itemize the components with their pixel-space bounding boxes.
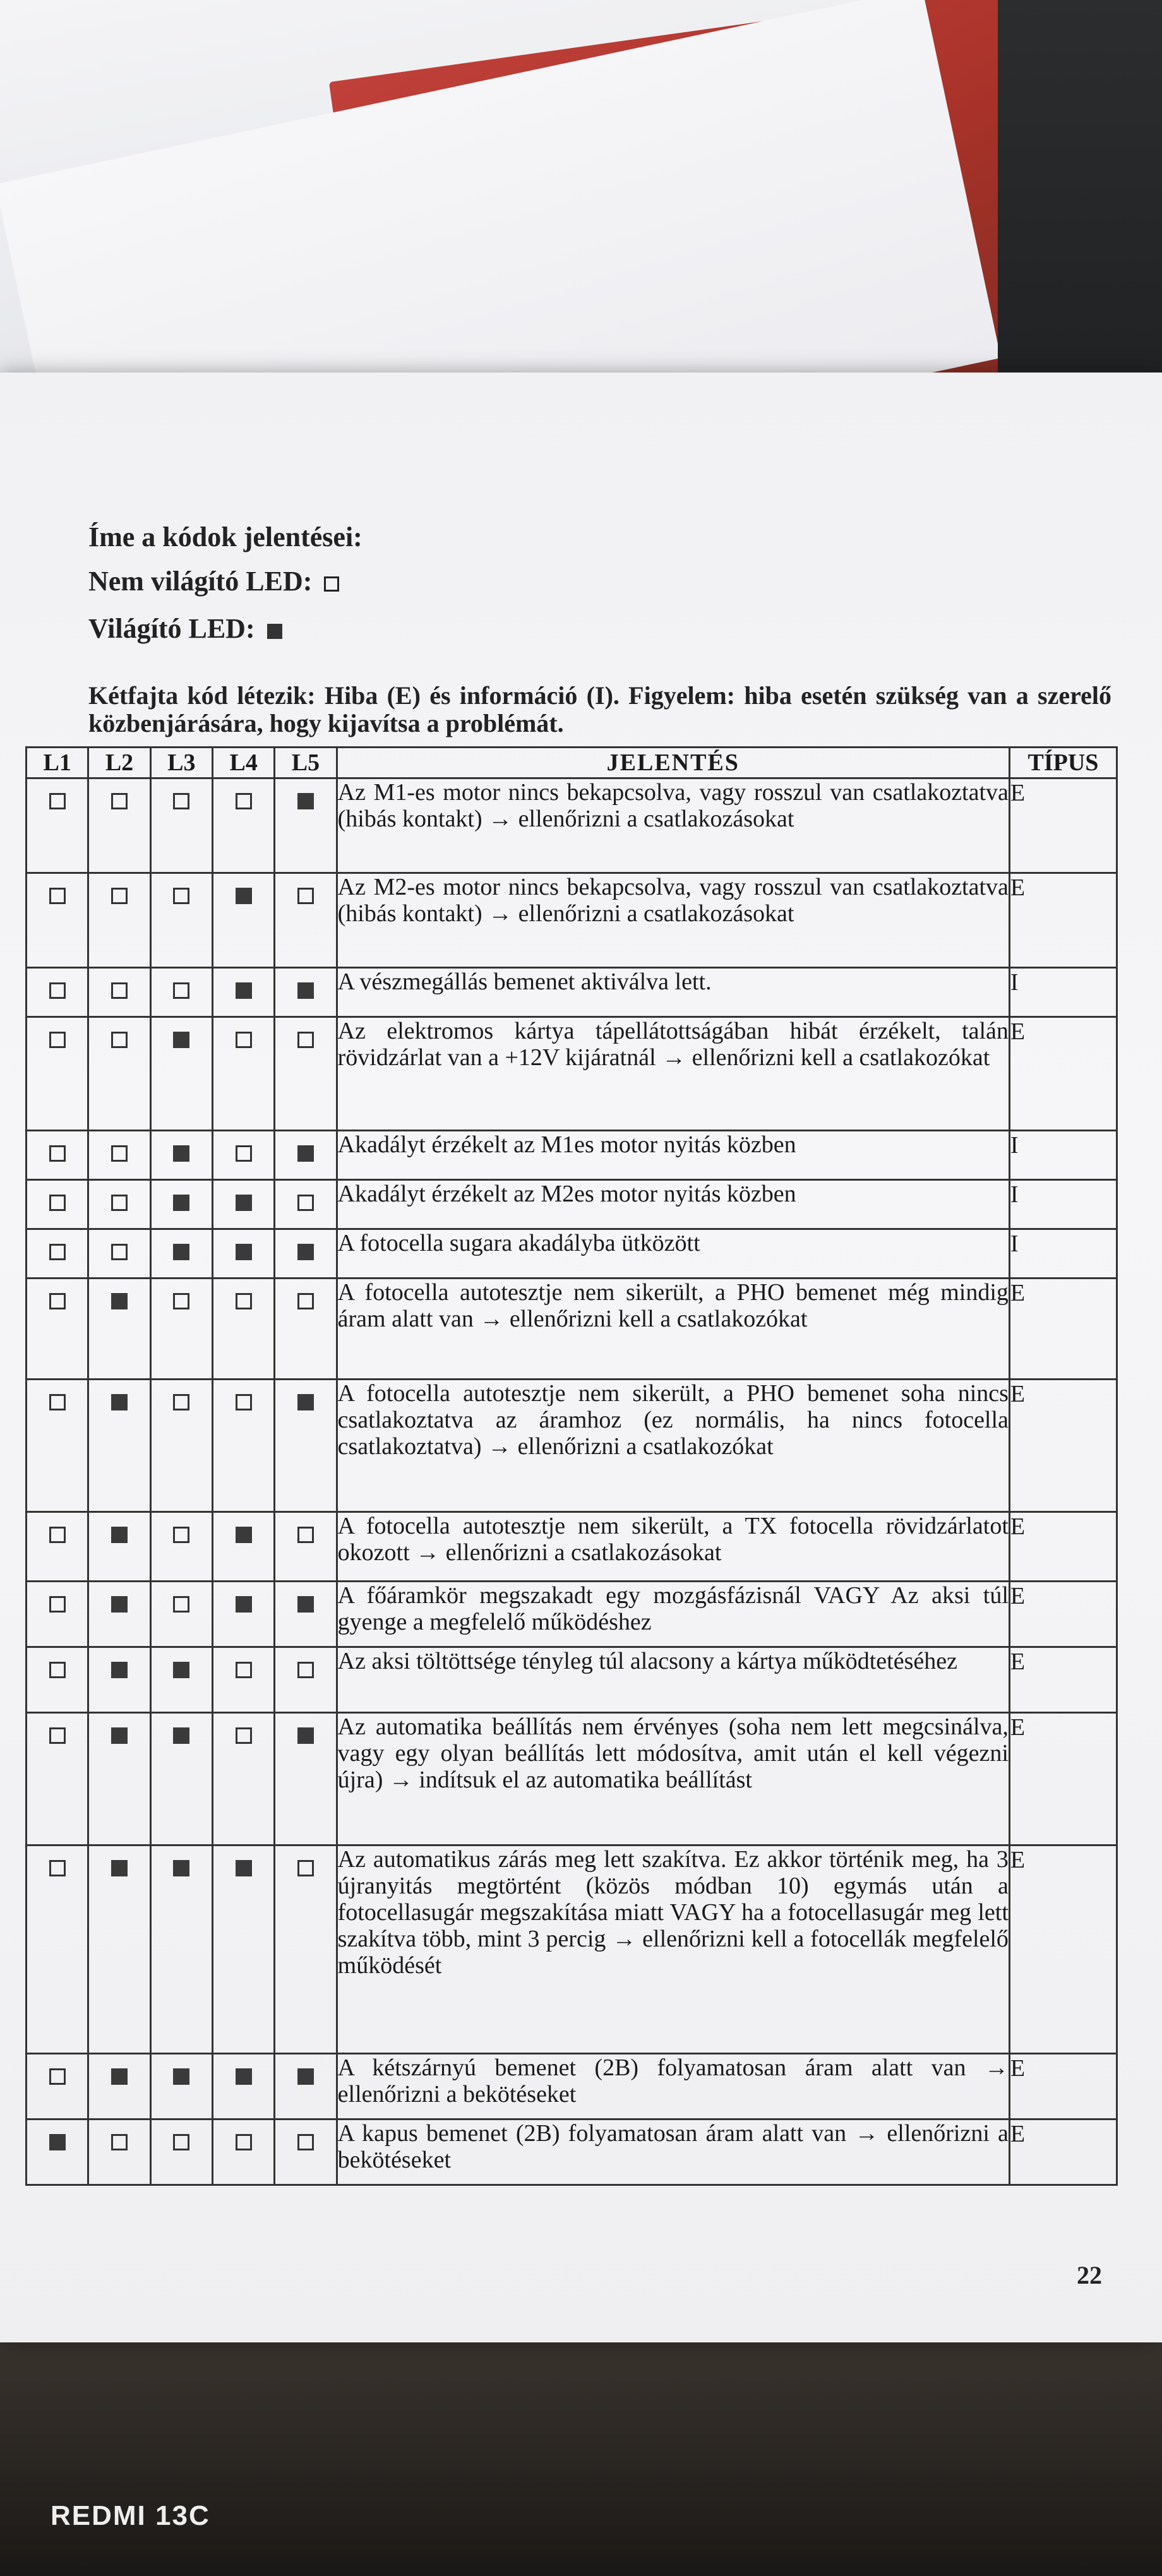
led-cell-l4 — [212, 1512, 274, 1582]
led-cell-l2 — [88, 1131, 150, 1180]
led-cell-l3 — [150, 1647, 212, 1713]
led-cell-l4 — [212, 968, 274, 1017]
led-cell-l1 — [27, 1846, 88, 2054]
background-floor — [0, 2336, 1162, 2576]
led-cell-l4 — [212, 1180, 274, 1229]
table-row — [27, 1131, 1117, 1180]
led-cell-l5 — [275, 2120, 337, 2185]
meaning-cell: A vészmegállás bemenet aktiválva lett. — [337, 968, 1009, 1017]
type-cell: E — [1009, 1512, 1117, 1582]
led-on-icon — [111, 1394, 128, 1410]
meaning-cell: Az elektromos kártya tápellátottságában hibát érzékelt, talán rövidzárlat van a +12V kijáratnál → ellenőrizni kell a csatlakozókat — [337, 1017, 1009, 1131]
led-on-icon — [297, 1596, 314, 1613]
led-cell-l2 — [88, 1647, 150, 1713]
led-off-icon — [173, 1394, 189, 1410]
led-cell-l3 — [150, 1017, 212, 1131]
led-cell-l2 — [88, 1017, 150, 1131]
led-off-icon — [297, 1860, 314, 1876]
header-l1: L1 — [27, 748, 88, 778]
meaning-cell: Az M2-es motor nincs bekapcsolva, vagy rosszul van csatlakoztatva (hibás kontakt) → ellenőrizni a csatlakozásokat — [337, 873, 1009, 968]
type-cell: E — [1009, 1647, 1117, 1713]
led-cell-l2 — [88, 2120, 150, 2185]
led-cell-l2 — [88, 778, 150, 873]
led-off-icon — [49, 888, 66, 904]
table-row — [27, 1512, 1117, 1582]
led-cell-l1 — [27, 2120, 88, 2185]
led-cell-l3 — [150, 873, 212, 968]
led-on-icon — [236, 1195, 252, 1211]
led-cell-l1 — [27, 1017, 88, 1131]
led-off-icon — [49, 1195, 66, 1211]
camera-watermark: REDMI 13C — [51, 2500, 210, 2531]
table-row — [27, 1279, 1117, 1380]
led-off-icon — [173, 1293, 189, 1309]
led-cell-l4 — [212, 2054, 274, 2120]
meaning-cell: Az M1-es motor nincs bekapcsolva, vagy rosszul van csatlakoztatva (hibás kontakt) → ellenőrizni a csatlakozásokat — [337, 778, 1009, 873]
led-off-icon — [173, 793, 189, 809]
meaning-cell: Akadályt érzékelt az M2es motor nyitás közben — [337, 1180, 1009, 1229]
led-cell-l3 — [150, 2054, 212, 2120]
led-cell-l5 — [275, 778, 337, 873]
type-cell: E — [1009, 873, 1117, 968]
led-off-icon — [297, 1527, 314, 1543]
led-on-icon — [297, 2068, 314, 2085]
led-on-icon — [267, 624, 282, 639]
type-cell: I — [1009, 1229, 1117, 1279]
led-off-icon — [297, 1032, 314, 1048]
led-off-legend-label: Nem világító LED: — [88, 566, 313, 597]
led-off-icon — [49, 1860, 66, 1876]
led-cell-l1 — [27, 1582, 88, 1647]
led-cell-l4 — [212, 1713, 274, 1846]
led-cell-l5 — [275, 1582, 337, 1647]
led-cell-l5 — [275, 2054, 337, 2120]
led-cell-l1 — [27, 1380, 88, 1512]
led-off-icon — [236, 1727, 252, 1744]
led-cell-l5 — [275, 1017, 337, 1131]
led-cell-l2 — [88, 2054, 150, 2120]
led-off-icon — [236, 1032, 252, 1048]
led-cell-l1 — [27, 968, 88, 1017]
page-number: 22 — [1077, 2261, 1102, 2289]
led-cell-l5 — [275, 1647, 337, 1713]
led-cell-l5 — [275, 873, 337, 968]
led-on-icon — [297, 1244, 314, 1260]
table-body — [27, 778, 1117, 2185]
meaning-cell: Az automatika beállítás nem érvényes (soha nem lett megcsinálva, vagy egy olyan beállítás lett módosítva, amit után el kell végezni újra) → indítsuk el az automatika beállítást — [337, 1713, 1009, 1846]
led-cell-l3 — [150, 1229, 212, 1279]
led-on-icon — [236, 982, 252, 999]
header-meaning: JELENTÉS — [337, 748, 1009, 778]
led-on-icon — [173, 1727, 189, 1744]
led-cell-l2 — [88, 1229, 150, 1279]
meaning-cell: A fotocella autotesztje nem sikerült, a TX fotocella rövidzárlatot okozott → ellenőrizni a csatlakozásokat — [337, 1512, 1009, 1582]
table-row — [27, 1229, 1117, 1279]
led-cell-l2 — [88, 968, 150, 1017]
type-cell: E — [1009, 1713, 1117, 1846]
document-page — [0, 373, 1162, 2342]
led-on-legend-label: Világító LED: — [88, 613, 255, 644]
led-cell-l1 — [27, 1713, 88, 1846]
type-cell: I — [1009, 968, 1117, 1017]
led-on-icon — [111, 1727, 128, 1744]
led-off-legend — [88, 565, 339, 597]
led-cell-l4 — [212, 1017, 274, 1131]
led-on-icon — [173, 1032, 189, 1048]
led-off-icon — [236, 1662, 252, 1678]
meaning-cell: A kapus bemenet (2B) folyamatosan áram alatt van → ellenőrizni a bekötéseket — [337, 2120, 1009, 2185]
table-row — [27, 1380, 1117, 1512]
type-cell: I — [1009, 1131, 1117, 1180]
led-on-icon — [111, 2068, 128, 2085]
led-on-icon — [173, 1662, 189, 1678]
led-on-icon — [236, 888, 252, 904]
table-row — [27, 778, 1117, 873]
led-cell-l3 — [150, 1131, 212, 1180]
led-on-icon — [236, 1527, 252, 1543]
header-type: TÍPUS — [1009, 748, 1117, 778]
led-off-icon — [236, 1293, 252, 1309]
led-cell-l4 — [212, 1846, 274, 2054]
led-off-icon — [49, 1293, 66, 1309]
led-cell-l1 — [27, 1180, 88, 1229]
led-cell-l3 — [150, 778, 212, 873]
led-cell-l4 — [212, 778, 274, 873]
intro-paragraph: Kétfajta kód létezik: Hiba (E) és információ (I). Figyelem: hiba esetén szükség van a szerelő közbenjárására, hogy kijavítsa a problémát. — [88, 681, 1111, 737]
type-cell: E — [1009, 1017, 1117, 1131]
meaning-cell: A fotocella autotesztje nem sikerült, a PHO bemenet még mindig áram alatt van → ellenőrizni kell a csatlakozókat — [337, 1279, 1009, 1380]
meaning-cell: A fotocella sugara akadályba ütközött — [337, 1229, 1009, 1279]
led-off-icon — [297, 2134, 314, 2150]
led-off-icon — [49, 1244, 66, 1260]
led-cell-l4 — [212, 1131, 274, 1180]
led-off-icon — [297, 888, 314, 904]
led-cell-l5 — [275, 1713, 337, 1846]
led-off-icon — [49, 1032, 66, 1048]
header-l3: L3 — [150, 748, 212, 778]
led-off-icon — [297, 1293, 314, 1309]
led-cell-l5 — [275, 1846, 337, 2054]
table-row — [27, 968, 1117, 1017]
led-off-icon — [297, 1195, 314, 1211]
led-on-icon — [297, 982, 314, 999]
type-cell: E — [1009, 1279, 1117, 1380]
led-off-icon — [324, 576, 339, 592]
type-cell: E — [1009, 2054, 1117, 2120]
table-row — [27, 1647, 1117, 1713]
led-off-icon — [49, 1662, 66, 1678]
led-on-icon — [236, 1244, 252, 1260]
led-cell-l3 — [150, 968, 212, 1017]
led-on-icon — [173, 1145, 189, 1162]
led-on-icon — [111, 1662, 128, 1678]
led-on-legend — [88, 612, 282, 645]
led-cell-l2 — [88, 1512, 150, 1582]
led-off-icon — [49, 1145, 66, 1162]
led-off-icon — [173, 2134, 189, 2150]
led-on-icon — [173, 1244, 189, 1260]
table-header-row — [27, 748, 1117, 778]
meaning-cell: A főáramkör megszakadt egy mozgásfázisnál VAGY Az aksi túl gyenge a megfelelő működéshez — [337, 1582, 1009, 1647]
led-on-icon — [111, 1860, 128, 1876]
led-off-icon — [173, 1527, 189, 1543]
led-off-icon — [49, 1596, 66, 1613]
led-off-icon — [49, 1727, 66, 1744]
table-row — [27, 1180, 1117, 1229]
led-cell-l4 — [212, 2120, 274, 2185]
table-row — [27, 2054, 1117, 2120]
meaning-cell: A fotocella autotesztje nem sikerült, a PHO bemenet soha nincs csatlakoztatva az áramhoz (ez normális, ha nincs fotocella csatlakoztatva) → ellenőrizni a csatlakozókat — [337, 1380, 1009, 1512]
led-on-icon — [173, 1860, 189, 1876]
led-cell-l2 — [88, 1380, 150, 1512]
led-cell-l3 — [150, 1512, 212, 1582]
table-row — [27, 1713, 1117, 1846]
led-off-icon — [111, 982, 128, 999]
led-cell-l5 — [275, 1180, 337, 1229]
table-row — [27, 1846, 1117, 2054]
led-cell-l4 — [212, 1647, 274, 1713]
led-off-icon — [49, 1394, 66, 1410]
table-row — [27, 1017, 1117, 1131]
type-cell: I — [1009, 1180, 1117, 1229]
led-cell-l2 — [88, 1713, 150, 1846]
led-on-icon — [111, 1527, 128, 1543]
led-off-icon — [49, 2068, 66, 2085]
type-cell: E — [1009, 1846, 1117, 2054]
led-cell-l2 — [88, 1582, 150, 1647]
led-on-icon — [173, 1195, 189, 1211]
type-cell: E — [1009, 778, 1117, 873]
led-on-icon — [297, 1727, 314, 1744]
led-on-icon — [173, 2068, 189, 2085]
led-on-icon — [111, 1596, 128, 1613]
led-cell-l1 — [27, 1512, 88, 1582]
intro-heading: Íme a kódok jelentései: — [88, 522, 362, 552]
led-cell-l3 — [150, 1279, 212, 1380]
table-row — [27, 1582, 1117, 1647]
led-cell-l3 — [150, 2120, 212, 2185]
led-off-icon — [173, 1596, 189, 1613]
type-cell: E — [1009, 1582, 1117, 1647]
led-off-icon — [236, 793, 252, 809]
led-cell-l2 — [88, 873, 150, 968]
led-cell-l1 — [27, 1131, 88, 1180]
led-off-icon — [111, 888, 128, 904]
led-off-icon — [236, 1394, 252, 1410]
type-cell: E — [1009, 2120, 1117, 2185]
led-cell-l4 — [212, 1582, 274, 1647]
led-on-icon — [236, 1596, 252, 1613]
led-on-icon — [111, 1293, 128, 1309]
led-off-icon — [173, 982, 189, 999]
led-cell-l3 — [150, 1180, 212, 1229]
header-l4: L4 — [212, 748, 274, 778]
led-off-icon — [297, 1662, 314, 1678]
led-cell-l5 — [275, 1279, 337, 1380]
led-off-icon — [49, 1527, 66, 1543]
led-off-icon — [173, 888, 189, 904]
meaning-cell: A kétszárnyú bemenet (2B) folyamatosan áram alatt van → ellenőrizni a bekötéseket — [337, 2054, 1009, 2120]
led-cell-l5 — [275, 1512, 337, 1582]
led-cell-l3 — [150, 1380, 212, 1512]
led-on-icon — [297, 1145, 314, 1162]
led-off-icon — [111, 1244, 128, 1260]
led-on-icon — [236, 2068, 252, 2085]
led-off-icon — [111, 2134, 128, 2150]
led-cell-l4 — [212, 1380, 274, 1512]
led-cell-l4 — [212, 1279, 274, 1380]
led-cell-l3 — [150, 1582, 212, 1647]
led-cell-l2 — [88, 1180, 150, 1229]
error-codes-table — [25, 746, 1118, 2186]
led-off-icon — [236, 2134, 252, 2150]
led-cell-l1 — [27, 2054, 88, 2120]
type-cell: E — [1009, 1380, 1117, 1512]
led-off-icon — [49, 982, 66, 999]
header-l2: L2 — [88, 748, 150, 778]
led-off-icon — [49, 793, 66, 809]
led-off-icon — [111, 1195, 128, 1211]
led-cell-l3 — [150, 1713, 212, 1846]
meaning-cell: Akadályt érzékelt az M1es motor nyitás közben — [337, 1131, 1009, 1180]
table-row — [27, 2120, 1117, 2185]
table-row — [27, 873, 1117, 968]
led-cell-l5 — [275, 968, 337, 1017]
led-cell-l4 — [212, 873, 274, 968]
led-on-icon — [49, 2134, 66, 2150]
led-cell-l1 — [27, 873, 88, 968]
led-off-icon — [111, 1032, 128, 1048]
meaning-cell: Az aksi töltöttsége tényleg túl alacsony a kártya működtetéséhez — [337, 1647, 1009, 1713]
led-cell-l5 — [275, 1131, 337, 1180]
led-cell-l5 — [275, 1380, 337, 1512]
led-on-icon — [297, 793, 314, 809]
led-off-icon — [111, 1145, 128, 1162]
led-off-icon — [111, 793, 128, 809]
led-cell-l4 — [212, 1229, 274, 1279]
led-off-icon — [236, 1145, 252, 1162]
led-cell-l5 — [275, 1229, 337, 1279]
led-cell-l2 — [88, 1279, 150, 1380]
led-cell-l3 — [150, 1846, 212, 2054]
led-cell-l1 — [27, 1229, 88, 1279]
meaning-cell: Az automatikus zárás meg lett szakítva. Ez akkor történik meg, ha 3 újranyitás megtörtént (közös módban 10) egymás után a fotocellasugár megszakítása miatt VAGY ha a fotocellasugár meg lett szakítva több, mint 3 percig → ellenőrizni kell a fotocellák megfelelő működését — [337, 1846, 1009, 2054]
led-cell-l1 — [27, 1647, 88, 1713]
led-cell-l1 — [27, 1279, 88, 1380]
led-cell-l2 — [88, 1846, 150, 2054]
led-on-icon — [297, 1394, 314, 1410]
led-cell-l1 — [27, 778, 88, 873]
header-l5: L5 — [275, 748, 337, 778]
led-on-icon — [236, 1860, 252, 1876]
